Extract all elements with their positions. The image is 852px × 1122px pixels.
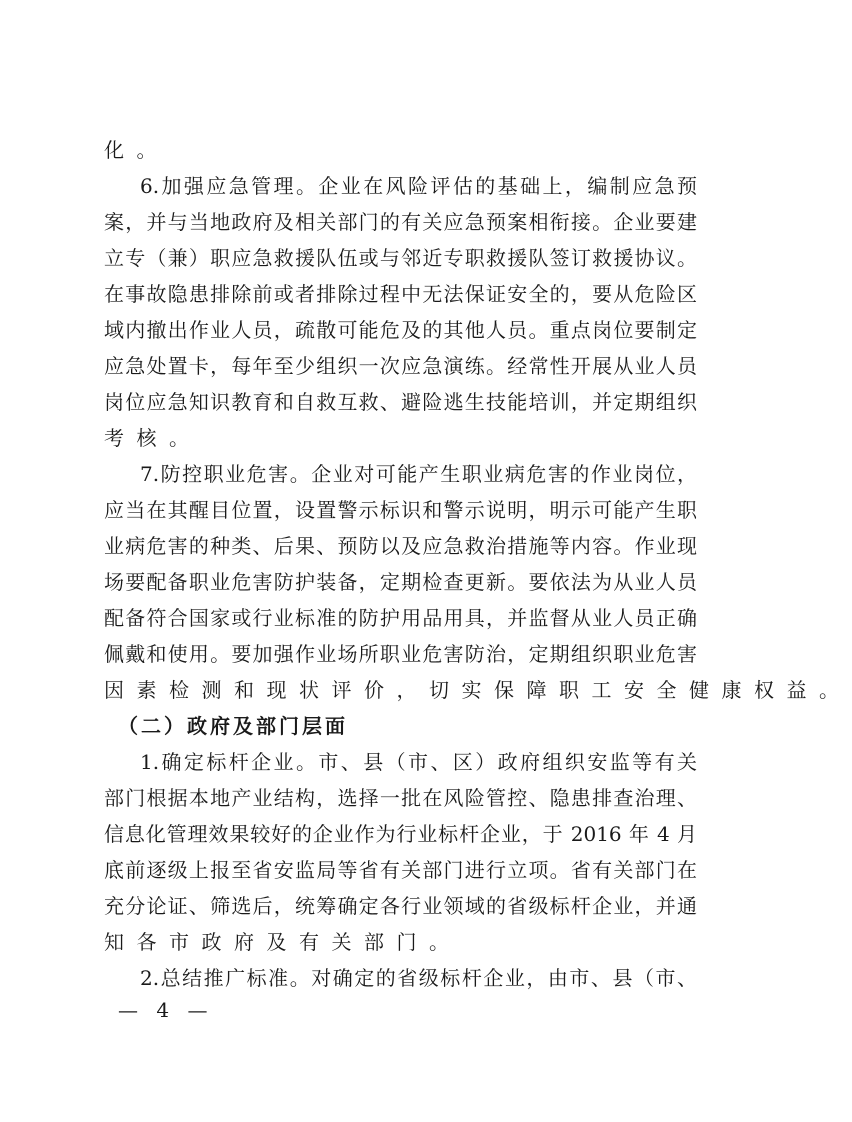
text-line: 案，并与当地政府及相关部门的有关应急预案相衔接。企业要建 bbox=[104, 210, 697, 234]
paragraph bbox=[104, 168, 697, 456]
section-heading bbox=[104, 708, 697, 744]
text-line: 应急处置卡，每年至少组织一次应急演练。经常性开展从业人员 bbox=[104, 354, 697, 378]
text-line: 业病危害的种类、后果、预防以及应急救治措施等内容。作业现 bbox=[104, 534, 697, 558]
document-body bbox=[104, 132, 852, 996]
text-line: 底前逐级上报至省安监局等省有关部门进行立项。省有关部门在 bbox=[104, 858, 697, 882]
paragraph bbox=[104, 132, 697, 168]
text-line: 域内撤出作业人员，疏散可能危及的其他人员。重点岗位要制定 bbox=[104, 318, 697, 342]
paragraph bbox=[104, 960, 697, 996]
text-line: 知各市政府及有关部门。 bbox=[104, 930, 462, 954]
text-line: 充分论证、筛选后，统筹确定各行业领域的省级标杆企业，并通 bbox=[104, 894, 697, 918]
text-line: 配备符合国家或行业标准的防护用品用具，并监督从业人员正确 bbox=[104, 606, 697, 630]
text-line: 应当在其醒目位置，设置警示标识和警示说明，明示可能产生职 bbox=[104, 498, 697, 522]
text-line: 信息化管理效果较好的企业作为行业标杆企业，于 2016 年 4 月 bbox=[104, 822, 697, 846]
text-line: 考核。 bbox=[104, 426, 202, 450]
paragraph bbox=[104, 456, 852, 708]
text-line: 1.确定标杆企业。市、县（市、区）政府组织安监等有关 bbox=[140, 750, 697, 774]
text-line: 佩戴和使用。要加强作业场所职业危害防治，定期组织职业危害 bbox=[104, 642, 697, 666]
text-line: 部门根据本地产业结构，选择一批在风险管控、隐患排查治理、 bbox=[104, 786, 697, 810]
text-line: 场要配备职业危害防护装备，定期检查更新。要依法为从业人员 bbox=[104, 570, 697, 594]
paragraph bbox=[104, 744, 697, 960]
text-line: （二）政府及部门层面 bbox=[118, 714, 348, 738]
text-line: 6.加强应急管理。企业在风险评估的基础上，编制应急预 bbox=[140, 174, 697, 198]
text-line: 在事故隐患排除前或者排除过程中无法保证安全的，要从危险区 bbox=[104, 282, 697, 306]
text-line: 化。 bbox=[104, 138, 169, 162]
text-line: 因素检测和现状评价，切实保障职工安全健康权益。 bbox=[104, 678, 852, 702]
text-line: 7.防控职业危害。企业对可能产生职业病危害的作业岗位， bbox=[140, 462, 697, 486]
page-number: — 4 — bbox=[118, 998, 214, 1022]
text-line: 2.总结推广标准。对确定的省级标杆企业，由市、县（市、 bbox=[140, 966, 697, 990]
text-line: 立专（兼）职应急救援队伍或与邻近专职救援队签订救援协议。 bbox=[104, 246, 697, 270]
text-line: 岗位应急知识教育和自救互救、避险逃生技能培训，并定期组织 bbox=[104, 390, 697, 414]
